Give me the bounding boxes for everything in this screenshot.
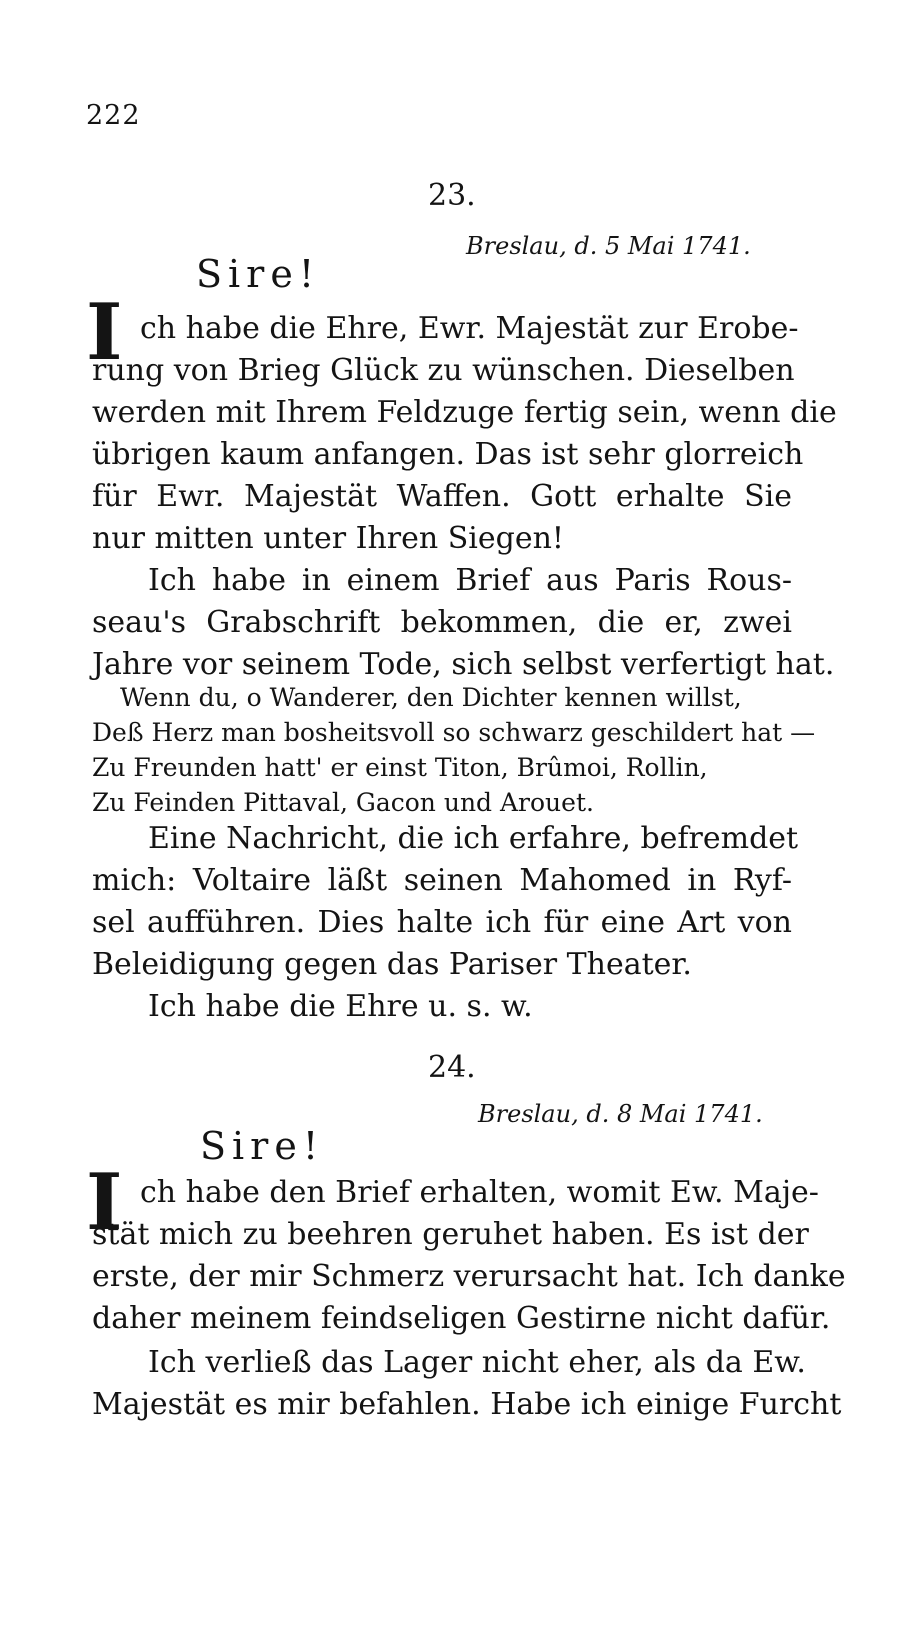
text-line: für Ewr. Majestät Waffen. Gott erhalte Sie <box>92 479 792 514</box>
text-line: werden mit Ihrem Feldzuge fertig sein, wenn die <box>92 395 837 430</box>
text-line: daher meinem feindseligen Gestirne nicht dafür. <box>92 1301 831 1336</box>
poem-line: Zu Freunden hatt' er einst Titon, Brûmoi, Rollin, <box>92 753 708 782</box>
drop-initial: I <box>86 1157 123 1248</box>
text-line: Jahre vor seinem Tode, sich selbst verfertigt hat. <box>92 647 835 682</box>
letter-paragraph <box>92 1342 842 1426</box>
text-line: rung von Brieg Glück zu wünschen. Dieselben <box>92 353 795 388</box>
letter-number: 23. <box>428 178 476 213</box>
letter-number: 24. <box>428 1050 476 1085</box>
letter-paragraph <box>92 308 837 560</box>
letter-closing <box>92 986 792 1028</box>
text-line: Ich habe die Ehre u. s. w. <box>148 989 533 1024</box>
text-line: nur mitten unter Ihren Siegen! <box>92 521 564 556</box>
text-line: mich: Voltaire läßt seinen Mahomed in Ryf- <box>92 863 792 898</box>
text-line: Ich verließ das Lager nicht eher, als da Ew. <box>148 1345 806 1380</box>
text-line: ch habe die Ehre, Ewr. Majestät zur Erobe- <box>140 311 799 346</box>
text-line: seau's Grabschrift bekommen, die er, zwei <box>92 605 792 640</box>
text-line: ch habe den Brief erhalten, womit Ew. Maje- <box>140 1175 819 1210</box>
letter-paragraph <box>92 560 835 686</box>
drop-initial: I <box>86 287 123 378</box>
text-line: erste, der mir Schmerz verursacht hat. Ich danke <box>92 1259 846 1294</box>
letter-dateline: Breslau, d. 8 Mai 1741. <box>478 1100 763 1128</box>
poem-line: Wenn du, o Wanderer, den Dichter kennen willst, <box>120 683 742 712</box>
poem-line: Zu Feinden Pittaval, Gacon und Arouet. <box>92 788 594 817</box>
text-line: übrigen kaum anfangen. Das ist sehr glorreich <box>92 437 804 472</box>
text-line: sel aufführen. Dies halte ich für eine Art von <box>92 905 792 940</box>
text-line: Beleidigung gegen das Pariser Theater. <box>92 947 692 982</box>
page-number: 222 <box>86 100 141 131</box>
letter-paragraph <box>92 1172 846 1340</box>
text-line: stät mich zu beehren geruhet haben. Es ist der <box>92 1217 809 1252</box>
epitaph-poem <box>92 680 816 820</box>
text-line: Majestät es mir befahlen. Habe ich einige Furcht <box>92 1387 842 1422</box>
text-line: Ich habe in einem Brief aus Paris Rous- <box>148 563 792 598</box>
poem-line: Deß Herz man bosheitsvoll so schwarz geschildert hat — <box>92 718 816 747</box>
letter-salutation: Sire! <box>196 252 321 296</box>
text-line: Eine Nachricht, die ich erfahre, befremdet <box>148 821 799 856</box>
letter-dateline: Breslau, d. 5 Mai 1741. <box>466 232 751 260</box>
letter-salutation: Sire! <box>200 1124 325 1168</box>
letter-paragraph <box>92 818 799 986</box>
